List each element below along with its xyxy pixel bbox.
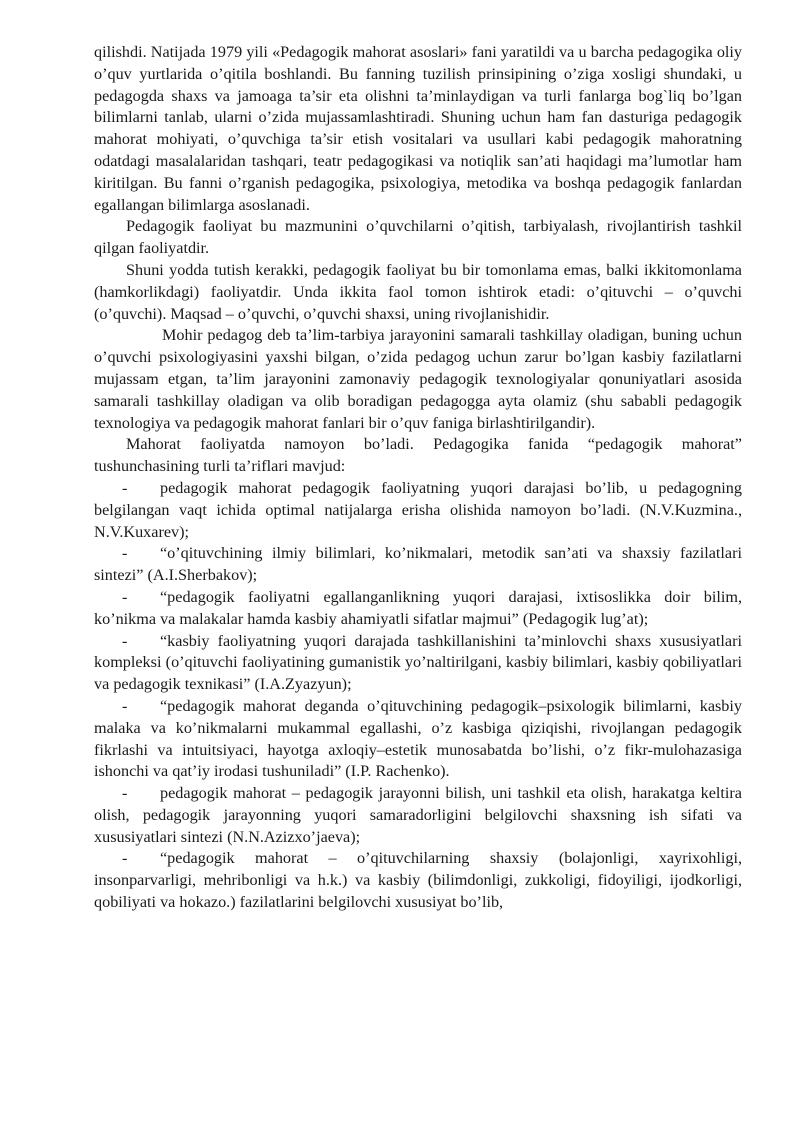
bullet-text: pedagogik mahorat – pedagogik jarayonni bilish, uni tashkil eta olish, harakatga keltira olish, pedagogik jarayonning yuqori samaradorligini belgilovchi shaxsning ish sifati va xususiyatlari sintezi (N.N.Azizxo’jaeva); (94, 784, 742, 846)
bullet-dash: - (122, 696, 128, 715)
bullet-item-4 (94, 631, 742, 696)
bullet-dash: - (122, 631, 128, 650)
bullet-dash: - (122, 849, 128, 868)
bullet-item-3 (94, 587, 742, 631)
bullet-text: “o’qituvchining ilmiy bilimlari, ko’nikmalari, metodik san’ati va shaxsiy fazilatlari sintezi” (A.I.Sherbakov); (94, 544, 742, 585)
paragraph-1: qilishdi. Natijada 1979 yili «Pedagogik mahorat asoslari» fani yaratildi va u barcha pedagogika oliy o’quv yurtlarida o’qitila boshlandi. Bu fanning tuzilish prinsipining o’ziga xosligi shundaki, u pedagogda shaxs va jamoaga ta’sir eta olishni ta’minlaydigan va turli fanlarga bog`liq bo’lgan bilimlarni tanlab, ularni o’zida mujassamlashtiradi. Shuning uchun ham fan dasturiga pedagogik mahorat mohiyati, o’quvchiga ta’sir etish vositalari va usullari kabi pedagogik mahoratning odatdagi masalalaridan tashqari, teatr pedagogikasi va notiqlik san’ati haqidagi ma’lumotlar ham kiritilgan. Bu fanni o’rganish pedagogika, psixologiya, metodika va boshqa pedagogik fanlardan egallangan bilimlarga asoslanadi. (94, 43, 742, 214)
bullet-dash: - (122, 478, 128, 497)
bullet-item-2 (94, 543, 742, 587)
bullet-dash: - (122, 544, 128, 563)
bullet-dash: - (122, 587, 128, 606)
bullet-text: “pedagogik faoliyatni egallanganlikning yuqori darajasi, ixtisoslikka doir bilim, ko’nikma va malakalar hamda kasbiy ahamiyatli sifatlar majmui” (Pedagogik lug’at); (94, 587, 742, 628)
bullet-item-5 (94, 696, 742, 783)
bullet-item-7 (94, 848, 742, 913)
bullet-dash: - (122, 784, 128, 803)
bullet-text: pedagogik mahorat pedagogik faoliyatning yuqori darajasi bo’lib, u pedagogning belgilangan vaqt ichida optimal natijalarga erisha olishida namoyon bo’ladi. (N.V.Kuzmina., N.V.Kuxarev); (94, 478, 742, 541)
paragraph-4: Mohir pedagog deb ta’lim-tarbiya jarayonini samarali tashkillay oladigan, buning uchun o’quvchi psixologiyasini yaxshi bilgan, o’zida pedagog uchun zarur bo’lgan kasbiy fazilatlarni mujassam etgan, ta’lim jarayonini zamonaviy pedagogik texnologiyalar qonuniyatlari asosida samarali tashkillay oladigan va olib boradigan pedagogga ayta olamiz (shu sababli pedagogik texnologiya va pedagogik mahorat fanlari bir o’quv faniga birlashtirilgandir). (94, 326, 742, 432)
paragraph-2: Pedagogik faoliyat bu mazmunini o’quvchilarni o’qitish, tarbiyalash, rivojlantirish tashkil qilgan faoliyatdir. (94, 217, 742, 258)
paragraph-3: Shuni yodda tutish kerakki, pedagogik faoliyat bu bir tomonlama emas, balki ikkitomonlama (hamkorlikdagi) faoliyatdir. Unda ikkita faol tomon ishtirok etadi: o’qituvchi – o’quvchi (o’quvchi). Maqsad – o’quvchi, o’quvchi shaxsi, uning rivojlanishidir. (94, 260, 742, 323)
paragraph-5: Mahorat faoliyatda namoyon bo’ladi. Pedagogika fanida “pedagogik mahorat” tushunchasining turli ta’riflari mavjud: (94, 435, 742, 476)
bullet-item-1 (94, 478, 742, 543)
bullet-text: “pedagogik mahorat deganda o’qituvchining pedagogik–psixologik bilimlarni, kasbiy malaka va ko’nikmalarni mukammal egallashi, o’z kasbiga qiziqishi, rivojlangan pedagogik fikrlashi va intuitsiyaci, hayotga axloqiy–estetik munosabatda bo’lishi, o’z fikr-mulohazasiga ishonchi va qat’iy irodasi tushuniladi” (I.P. Rachenko). (94, 696, 742, 781)
bullet-text: “pedagogik mahorat – o’qituvchilarning shaxsiy (bolajonligi, xayrixohligi, insonparvarligi, mehribonligi va h.k.) va kasbiy (bilimdonligi, zukkoligi, fidoyiligi, ijodkorligi, qobiliyati va hokazo.) fazilatlarini belgilovchi xususiyat bo’lib, (94, 849, 742, 912)
bullet-item-6 (94, 783, 742, 848)
bullet-text: “kasbiy faoliyatning yuqori darajada tashkillanishini ta’minlovchi shaxs xususiyatlari kompleksi (o’qituvchi faoliyatining gumanistik yo’naltirilgani, kasbiy bilimlari, kasbiy qobiliyatlari va pedagogik texnikasi” (I.A.Zyazyun); (94, 631, 742, 694)
